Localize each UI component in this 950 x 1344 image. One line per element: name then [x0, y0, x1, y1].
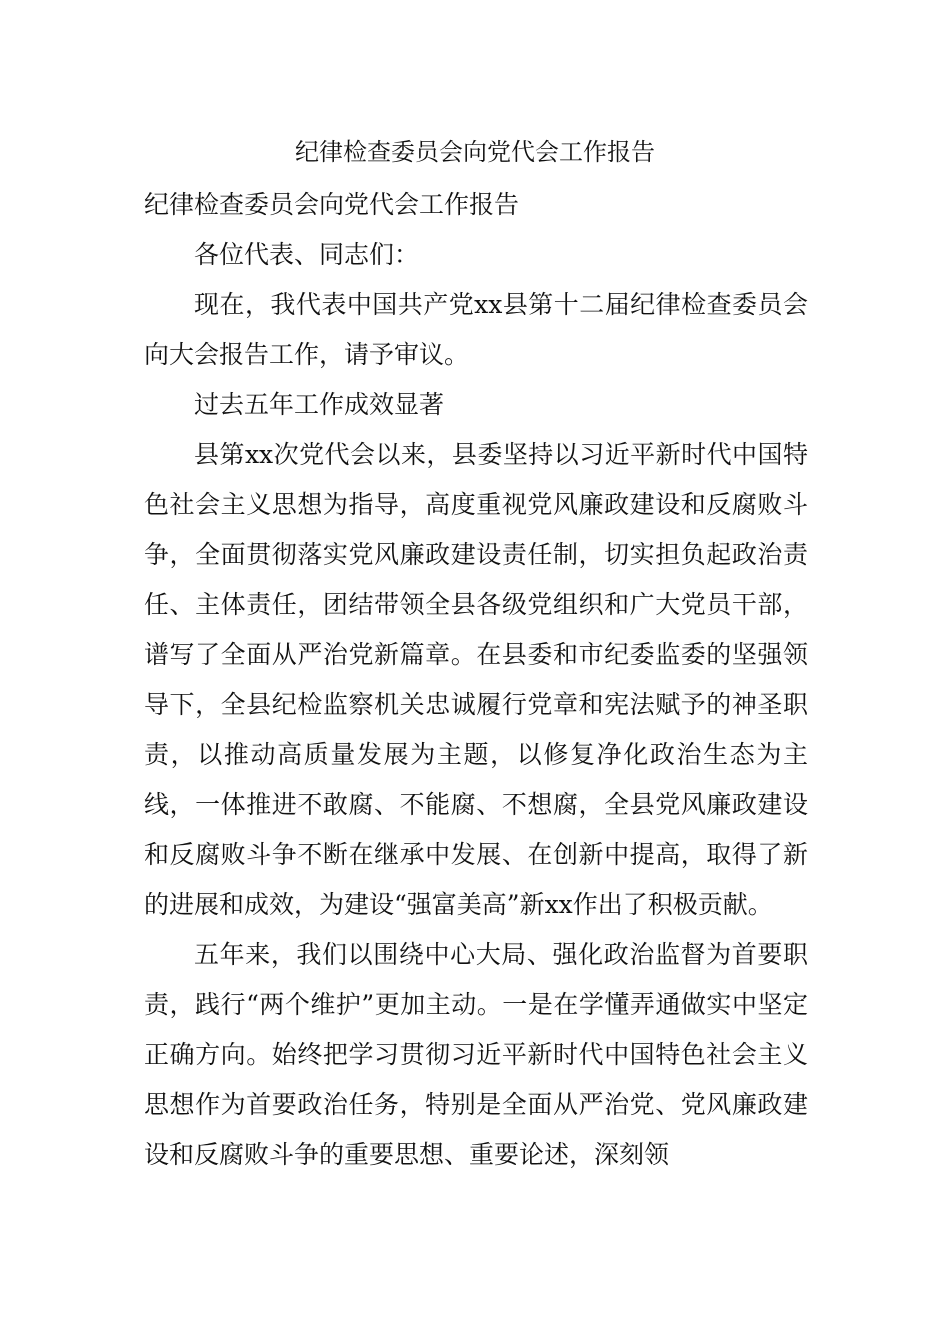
paragraph-five-years: 五年来，我们以围绕中心大局、强化政治监督为首要职责，践行“两个维护”更加主动。一是在学懂弄通做实中坚定正确方向。始终把学习贯彻习近平新时代中国特色社会主义思想作为首要政治任务，特别是全面从严治党、党风廉政建设和反腐败斗争的重要思想、重要论述，深刻领	[144, 940, 808, 1169]
paragraph-salutation: 各位代表、同志们：	[194, 240, 420, 269]
document-subtitle: 纪律检查委员会向党代会工作报告	[144, 190, 520, 219]
paragraph-intro: 现在，我代表中国共产党xx县第十二届纪律检查委员会向大会报告工作，请予审议。	[144, 290, 808, 369]
section-heading: 过去五年工作成效显著	[194, 390, 445, 419]
paragraph-achievements: 县第xx次党代会以来，县委坚持以习近平新时代中国特色社会主义思想为指导，高度重视党风廉政建设和反腐败斗争，全面贯彻落实党风廉政建设责任制，切实担负起政治责任、主体责任，团结带领全县各级党组织和广大党员干部，谱写了全面从严治党新篇章。在县委和市纪委监委的坚强领导下，全县纪检监察机关忠诚履行党章和宪法赋予的神圣职责，以推动高质量发展为主题，以修复净化政治生态为主线，一体推进不敢腐、不能腐、不想腐，全县党风廉政建设和反腐败斗争不断在继承中发展、在创新中提高，取得了新的进展和成效，为建设“强富美高”新xx作出了积极贡献。	[144, 440, 808, 919]
document-title: 纪律检查委员会向党代会工作报告	[295, 138, 655, 166]
document-body	[144, 180, 808, 1180]
